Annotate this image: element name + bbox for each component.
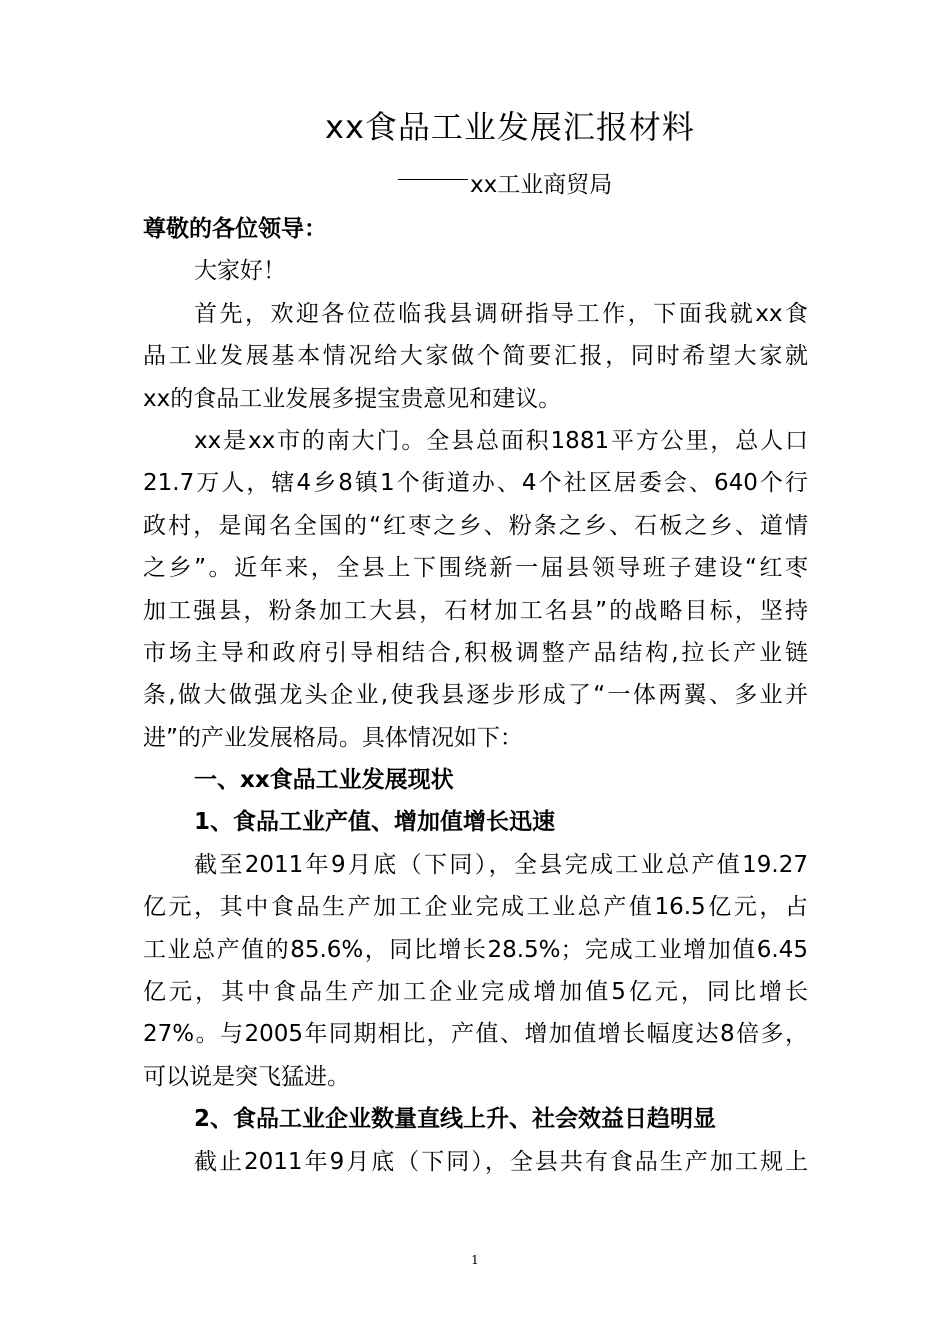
byline-dash [398,179,468,180]
paragraph-line: 可以说是突飞猛进。 [143,1063,350,1090]
paragraph-line: xx是xx市的南大门。全县总面积1881平方公里，总人口 [194,427,808,454]
paragraph-line: 工业总产值的85.6%，同比增长28.5%；完成工业增加值6.45 [143,936,808,963]
paragraph-line: 之乡”。近年来，全县上下围绕新一届县领导班子建设“红枣 [143,555,808,582]
paragraph-line: 市场主导和政府引导相结合,积极调整产品结构,拉长产业链 [143,639,808,666]
paragraph-line: 亿元，其中食品生产加工企业完成增加值5亿元，同比增长 [143,979,808,1006]
byline-text: xx工业商贸局 [470,172,613,198]
salutation: 尊敬的各位领导： [143,216,327,242]
paragraph-line: 截至2011年9月底（下同），全县完成工业总产值19.27 [194,851,808,878]
paragraph-line: 截止2011年9月底（下同），全县共有食品生产加工规上 [194,1148,808,1175]
subsection-heading: 1、食品工业产值、增加值增长迅速 [194,809,556,836]
paragraph-line: 加工强县，粉条加工大县，石材加工名县”的战略目标，坚持 [143,597,808,624]
document-body [143,208,808,1183]
paragraph-line: 品工业发展基本情况给大家做个简要汇报，同时希望大家就 [143,343,808,370]
paragraph-line: 27%。与2005年同期相比，产值、增加值增长幅度达8倍多， [143,1021,808,1048]
paragraph-line: xx的食品工业发展多提宝贵意见和建议。 [143,385,562,412]
document-byline [398,168,612,202]
paragraph-line: 亿元，其中食品生产加工企业完成工业总产值16.5亿元，占 [143,894,808,921]
paragraph-line: 条,做大做强龙头企业,使我县逐步形成了“一体两翼、多业并 [143,682,808,709]
greeting-line: 大家好！ [194,258,286,285]
paragraph-line: 21.7万人，辖4乡8镇1个街道办、4个社区居委会、640个行 [143,470,808,497]
document-title: xx食品工业发展汇报材料 [325,108,695,146]
section-heading: 一、xx食品工业发展现状 [194,767,454,794]
paragraph-line: 进”的产业发展格局。具体情况如下： [143,724,523,751]
subsection-heading: 2、食品工业企业数量直线上升、社会效益日趋明显 [194,1106,717,1133]
paragraph-line: 首先，欢迎各位莅临我县调研指导工作，下面我就xx食 [194,300,808,327]
paragraph-line: 政村，是闻名全国的“红枣之乡、粉条之乡、石板之乡、道情 [143,512,808,539]
page-number: 1 [471,1253,479,1267]
